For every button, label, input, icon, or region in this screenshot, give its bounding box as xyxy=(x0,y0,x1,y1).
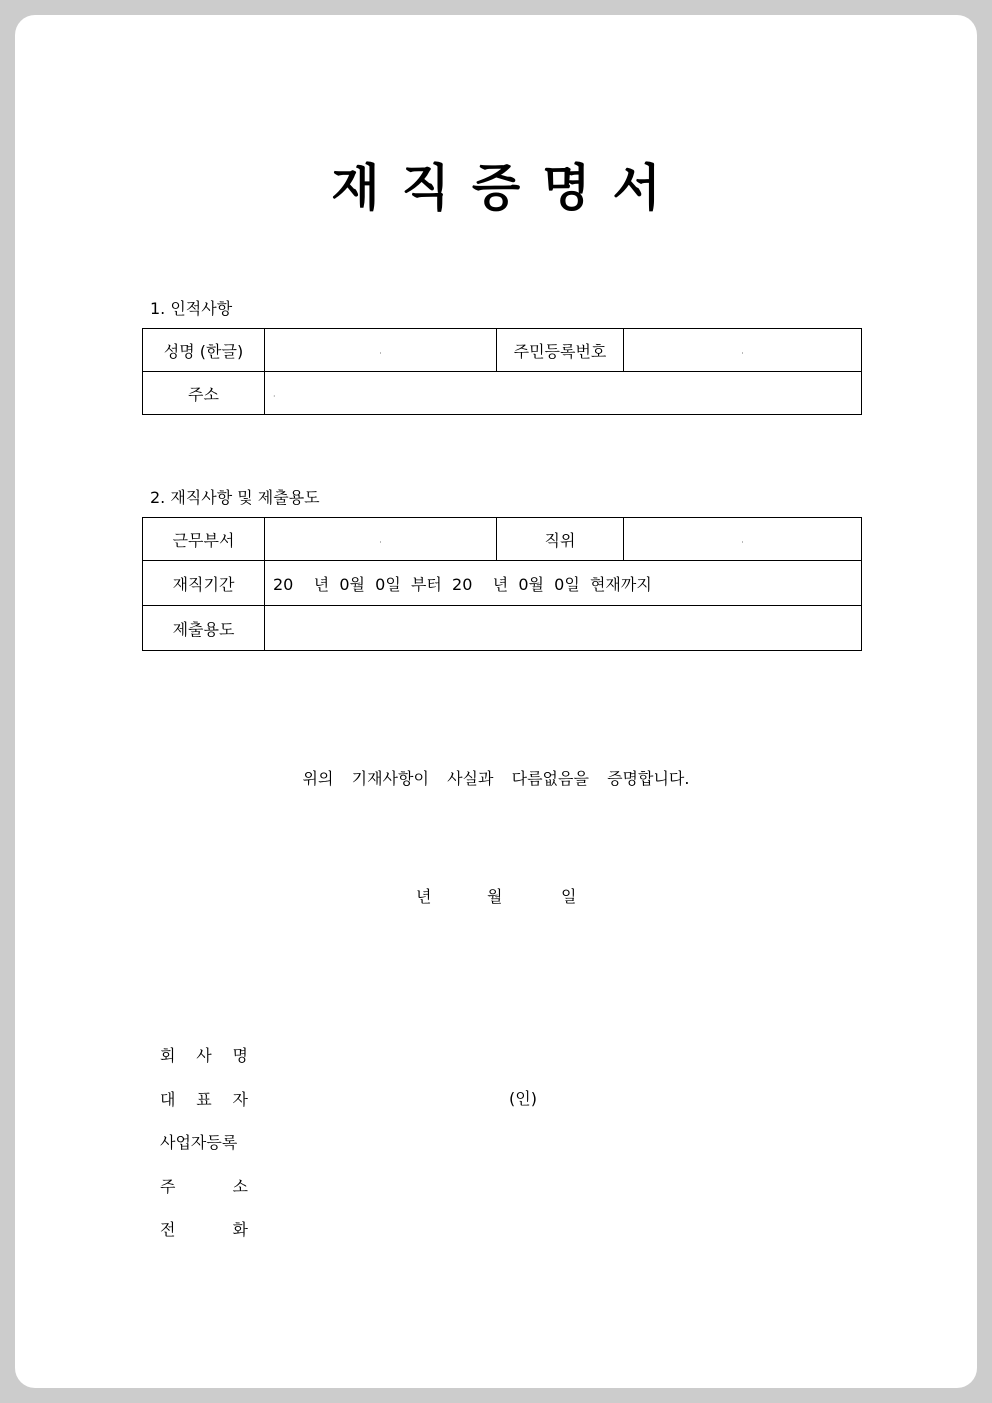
employment-period-label: 재직기간 xyxy=(143,561,265,606)
address-label: 주소 xyxy=(143,372,265,415)
phone-label: 전 화 xyxy=(160,1220,248,1239)
section-employment-heading: 2. 재직사항 및 제출용도 xyxy=(150,488,320,507)
table-row xyxy=(143,561,862,606)
department-field[interactable]: · xyxy=(265,518,497,561)
representative-label: 대 표 자 xyxy=(160,1090,248,1109)
table-row xyxy=(143,606,862,651)
title-char: 서 xyxy=(612,158,661,217)
purpose-field[interactable] xyxy=(265,606,862,651)
company-name-label: 회 사 명 xyxy=(160,1046,248,1065)
company-address-label: 주 소 xyxy=(160,1177,248,1196)
company-address-row xyxy=(160,1174,248,1197)
employment-table xyxy=(142,517,862,651)
representative-row xyxy=(160,1087,248,1110)
document-title xyxy=(0,148,992,220)
business-registration-label: 사업자등록 xyxy=(160,1133,238,1152)
day-label: 일 xyxy=(561,887,577,906)
company-name-row xyxy=(160,1043,248,1066)
resident-number-field[interactable]: · xyxy=(624,329,862,372)
name-field[interactable]: · xyxy=(265,329,497,372)
month-label: 월 xyxy=(487,887,503,906)
table-row xyxy=(143,518,862,561)
section-personal-info-heading: 1. 인적사항 xyxy=(150,299,233,318)
year-label: 년 xyxy=(416,887,432,906)
table-row xyxy=(143,372,862,415)
purpose-label: 제출용도 xyxy=(143,606,265,651)
title-char: 명 xyxy=(542,158,591,217)
name-label: 성명 (한글) xyxy=(143,329,265,372)
title-char: 재 xyxy=(331,158,380,217)
table-row xyxy=(143,329,862,372)
department-label: 근무부서 xyxy=(143,518,265,561)
title-char: 직 xyxy=(401,158,450,217)
certification-statement: 위의 기재사항이 사실과 다름없음을 증명합니다. xyxy=(302,769,690,788)
phone-row xyxy=(160,1217,248,1240)
employment-period-field[interactable]: 20 년 0월 0일 부터 20 년 0월 0일 현재까지 xyxy=(265,561,862,606)
address-field[interactable]: · xyxy=(265,372,862,415)
position-label: 직위 xyxy=(497,518,624,561)
business-registration-row xyxy=(160,1130,248,1153)
personal-info-table xyxy=(142,328,862,415)
seal-mark: (인) xyxy=(509,1089,537,1108)
title-char: 증 xyxy=(471,158,521,217)
resident-number-label: 주민등록번호 xyxy=(497,329,624,372)
position-field[interactable]: · xyxy=(624,518,862,561)
